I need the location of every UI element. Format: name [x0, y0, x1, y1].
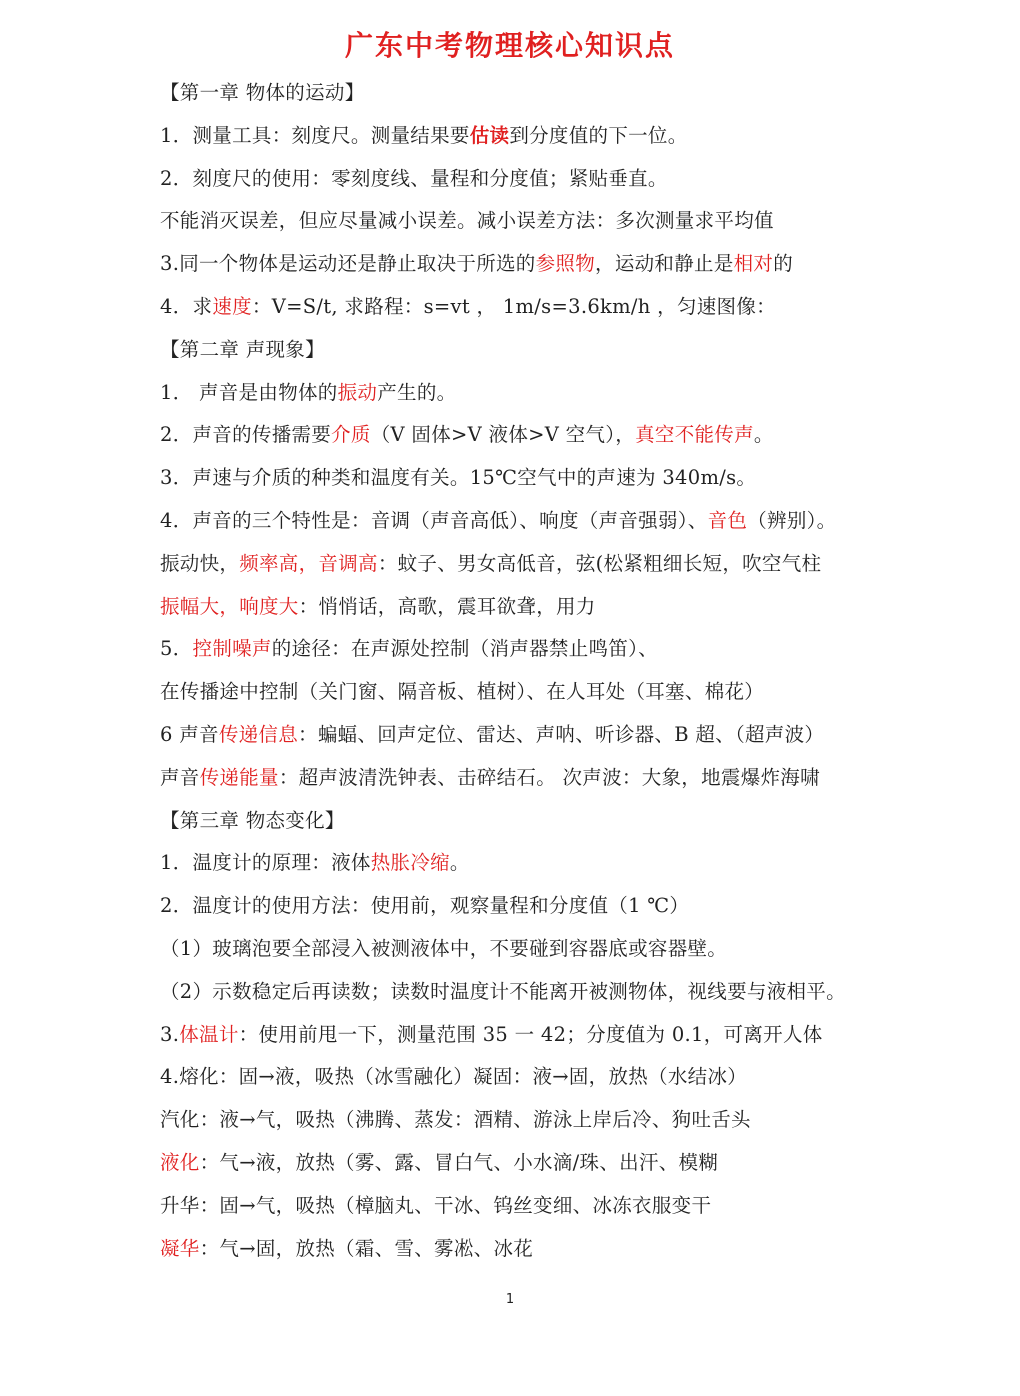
text-line	[160, 928, 1000, 971]
text-line	[160, 628, 1000, 671]
text-segment: （V 固体>V 液体>V 空气），	[370, 423, 636, 447]
content-lines	[160, 72, 1000, 1270]
text-segment: ：气→液，放热（雾、露、冒白气、小水滴/珠、出汗、模糊	[199, 1150, 719, 1174]
text-segment: 的	[773, 252, 794, 276]
text-segment: 3.	[160, 1022, 180, 1046]
text-segment: 3．声速与介质的种类和温度有关。15℃空气中的声速为 340m/s。	[160, 466, 757, 490]
highlight-term: 估读	[469, 123, 510, 147]
text-segment: 的途径：在声源处控制（消声器禁止鸣笛）、	[271, 637, 658, 661]
text-segment: 振动快，	[160, 551, 240, 575]
highlight-term: 体温计	[179, 1022, 239, 1046]
text-line	[160, 543, 1000, 586]
text-line	[160, 671, 1000, 714]
text-segment: 到分度值的下一位。	[509, 123, 688, 147]
text-segment: ，运动和静止是	[595, 252, 734, 276]
text-line	[160, 885, 1000, 928]
text-segment: ：悄悄话，高歌，震耳欲聋，用力	[298, 594, 596, 618]
text-segment: （2）示数稳定后再读数；读数时温度计不能离开被测物体，视线要与液相平。	[160, 979, 846, 1003]
text-line	[160, 757, 1000, 800]
text-line	[160, 842, 1000, 885]
text-segment: 2．声音的传播需要	[160, 423, 332, 447]
chapter-heading	[160, 800, 1000, 843]
text-segment: 。	[753, 423, 774, 447]
text-line	[160, 1056, 1000, 1099]
text-segment: 产生的。	[377, 380, 457, 404]
text-line	[160, 714, 1000, 757]
text-segment: 汽化：液→气，吸热（沸腾、蒸发：酒精、游泳上岸后冷、狗吐舌头	[160, 1108, 751, 1132]
text-segment: ：蚊子、男女高低音，弦(松紧粗细长短，吹空气柱	[377, 551, 822, 575]
text-line	[160, 1228, 1000, 1271]
highlight-term: 传递能量	[199, 765, 279, 789]
highlight-term: 热胀冷缩	[370, 851, 450, 875]
text-segment: ：V=S/t, 求路程：s=vt ， 1m/s=3.6km/h ，匀速图像：	[251, 294, 776, 318]
text-segment: ：超声波清洗钟表、击碎结石。 次声波：大象，地震爆炸海啸	[278, 765, 820, 789]
text-segment: 。	[449, 851, 470, 875]
highlight-term: 凝华	[160, 1236, 200, 1260]
text-line	[160, 1185, 1000, 1228]
text-line	[160, 115, 1000, 158]
highlight-term: 音色	[707, 508, 748, 532]
highlight-term: 频率高，音调高	[239, 551, 378, 575]
text-segment: ：气→固，放热（霜、雪、雾凇、冰花	[199, 1236, 534, 1260]
text-segment: ：蝙蝠、回声定位、雷达、声呐、听诊器、B 超、（超声波）	[298, 722, 825, 746]
text-segment: 4.熔化：固→液，吸热（冰雪融化）凝固：液→固，放热（水结冰）	[160, 1065, 748, 1089]
text-segment: 【第二章 声现象】	[160, 337, 325, 361]
text-segment: 5．	[160, 637, 193, 661]
text-segment: 4．求	[160, 294, 213, 318]
text-line	[160, 286, 1000, 329]
highlight-term: 速度	[212, 294, 252, 318]
text-line	[160, 1014, 1000, 1057]
text-line	[160, 586, 1000, 629]
text-line	[160, 500, 1000, 543]
chapter-heading	[160, 329, 1000, 372]
text-segment: ：使用前甩一下，测量范围 35 一 42；分度值为 0.1，可离开人体	[238, 1022, 823, 1046]
text-segment: 声音	[160, 765, 200, 789]
text-segment: 4．声音的三个特性是：音调（声音高低）、响度（声音强弱）、	[160, 508, 708, 532]
highlight-term: 参照物	[535, 252, 596, 276]
text-segment: 不能消灭误差，但应尽量减小误差。减小误差方法：多次测量求平均值	[160, 209, 774, 233]
text-segment: （辨别）。	[747, 508, 837, 532]
highlight-term: 相对	[733, 252, 774, 276]
text-segment: 2．温度计的使用方法：使用前，观察量程和分度值（1 ℃）	[160, 894, 690, 918]
highlight-term: 液化	[160, 1150, 200, 1174]
text-line	[160, 1142, 1000, 1185]
text-line	[160, 158, 1000, 201]
page-number: 1	[505, 1292, 515, 1307]
text-line	[160, 457, 1000, 500]
text-segment: 在传播途中控制（关门窗、隔音板、植树）、在人耳处（耳塞、棉花）	[160, 680, 765, 704]
text-segment: 【第一章 物体的运动】	[160, 81, 365, 104]
text-segment: 1． 声音是由物体的	[160, 380, 338, 404]
highlight-term: 传递信息	[218, 722, 299, 746]
page-title: 广东中考物理核心知识点	[344, 29, 675, 62]
text-line	[160, 1099, 1000, 1142]
text-line	[160, 372, 1000, 415]
text-line	[160, 971, 1000, 1014]
text-segment: 1．温度计的原理：液体	[160, 851, 371, 875]
text-segment: 【第三章 物态变化】	[160, 808, 345, 832]
highlight-term: 介质	[331, 423, 371, 447]
highlight-term: 控制噪声	[192, 637, 272, 661]
text-segment: 升华：固→气，吸热（樟脑丸、干冰、钨丝变细、冰冻衣服变干	[160, 1193, 712, 1217]
text-line	[160, 200, 1000, 243]
text-segment: （1）玻璃泡要全部浸入被测液体中，不要碰到容器底或容器壁。	[160, 936, 728, 960]
text-line	[160, 414, 1000, 457]
text-segment: 3.同一个物体是运动还是静止取决于所选的	[160, 252, 536, 276]
highlight-term: 真空不能传声	[635, 423, 754, 447]
highlight-term: 振动	[337, 380, 378, 404]
text-segment: 6 声音	[160, 722, 219, 746]
text-line	[160, 243, 1000, 286]
text-segment: 2．刻度尺的使用：零刻度线、量程和分度值；紧贴垂直。	[160, 166, 668, 190]
text-segment: 1．测量工具：刻度尺。测量结果要	[160, 123, 470, 147]
highlight-term: 振幅大，响度大	[160, 594, 299, 618]
chapter-heading	[160, 72, 1000, 115]
